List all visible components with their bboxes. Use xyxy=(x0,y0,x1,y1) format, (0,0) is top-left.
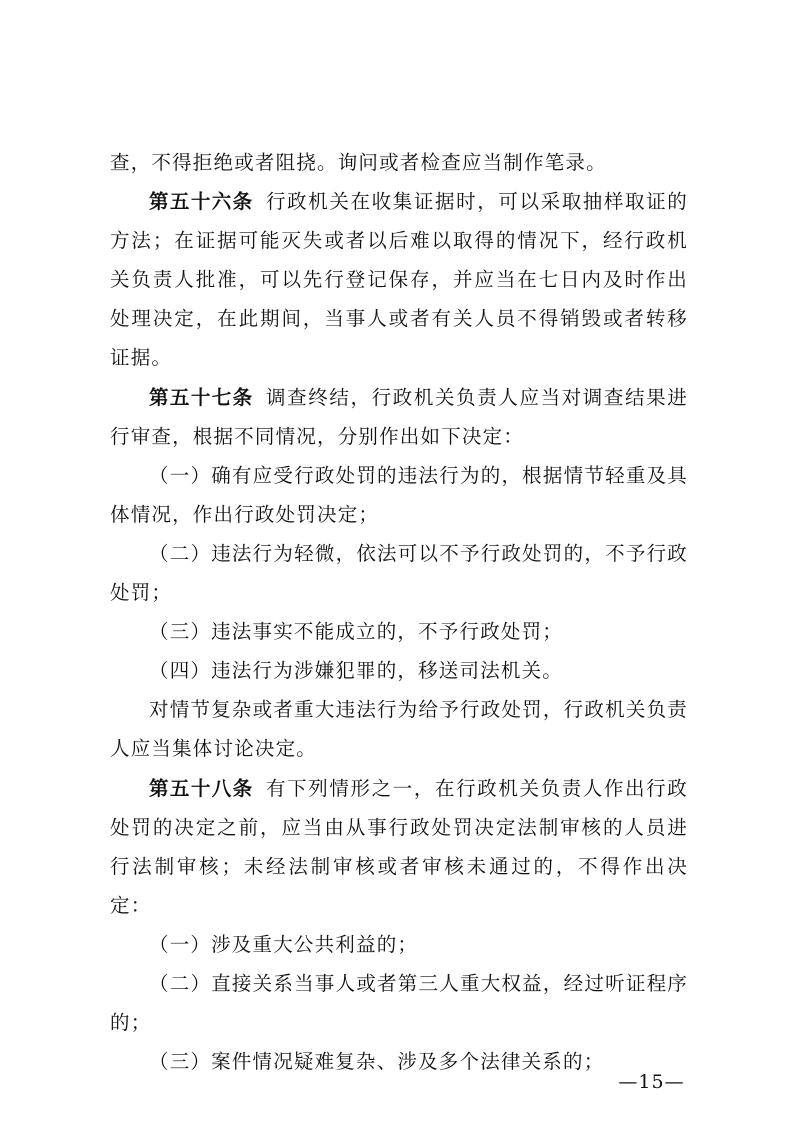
paragraph-text: 调查终结，行政机关负责人应当对调查结果进行审查，根据不同情况，分别作出如下决定： xyxy=(110,385,688,448)
list-item xyxy=(110,964,688,1042)
article-number: 第五十八条 xyxy=(149,776,254,800)
article-number: 第五十六条 xyxy=(149,190,254,214)
article-number: 第五十七条 xyxy=(149,385,254,409)
list-item xyxy=(110,651,688,690)
paragraph-text: 有下列情形之一，在行政机关负责人作出行政处罚的决定之前，应当由从事行政处罚决定法制审核的人员进行法制审核；未经法制审核或者审核未通过的，不得作出决定： xyxy=(110,776,688,917)
paragraph xyxy=(110,378,688,456)
paragraph-text: 行政机关在收集证据时，可以采取抽样取证的方法；在证据可能灭失或者以后难以取得的情况下，经行政机关负责人批准，可以先行登记保存，并应当在七日内及时作出处理决定，在此期间，当事人或者有关人员不得销毁或者转移证据。 xyxy=(110,190,688,370)
paragraph-text: （一）涉及重大公共利益的； xyxy=(149,932,419,956)
paragraph-text: （二）直接关系当事人或者第三人重大权益，经过听证程序的； xyxy=(110,971,688,1035)
paragraph xyxy=(110,143,688,182)
paragraph-text: （一）确有应受行政处罚的违法行为的，根据情节轻重及具体情况，作出行政处罚决定； xyxy=(110,463,688,526)
paragraph-text: 对情节复杂或者重大违法行为给予行政处罚，行政机关负责人应当集体讨论决定。 xyxy=(110,698,688,761)
paragraph xyxy=(110,182,688,377)
list-item xyxy=(110,456,688,534)
paragraph xyxy=(110,690,688,768)
paragraph-text: （三）案件情况疑难复杂、涉及多个法律关系的； xyxy=(149,1050,605,1074)
paragraph-text: （三）违法事实不能成立的，不予行政处罚； xyxy=(149,620,564,644)
paragraph xyxy=(110,769,688,925)
page-number xyxy=(0,1071,793,1093)
list-item xyxy=(110,534,688,612)
body-text xyxy=(110,143,688,1081)
page-number-text: —15— xyxy=(618,1071,685,1093)
paragraph-text: 查，不得拒绝或者阻挠。询问或者检查应当制作笔录。 xyxy=(110,151,607,174)
list-item xyxy=(110,612,688,651)
paragraph-text: （二）违法行为轻微，依法可以不予行政处罚的，不予行政处罚； xyxy=(110,541,688,605)
paragraph-text: （四）违法行为涉嫌犯罪的，移送司法机关。 xyxy=(149,659,564,683)
list-item xyxy=(110,925,688,964)
